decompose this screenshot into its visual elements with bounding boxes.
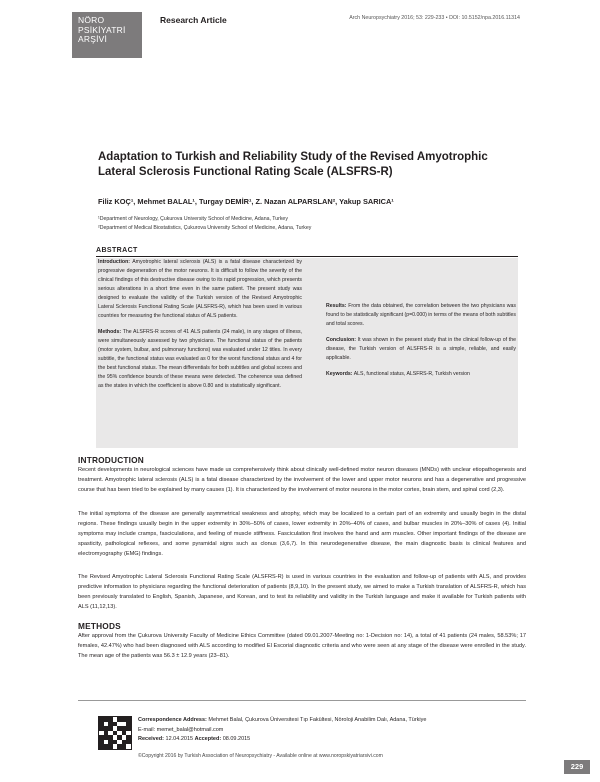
copyright-notice: ©Copyright 2016 by Turkish Association of Neuropsychiatry - Available online at www.noropskiyatriarsivi.com [138,753,383,759]
methods-heading: METHODS [78,621,121,631]
citation: Arch Neuropsychiatry 2016; 53: 229-233 • DOI: 10.5152/npa.2016.11314 [349,15,520,21]
abstract-conclusion: Conclusion: It was shown in the present study that in the clinical follow-up of the disease, the Turkish version of ALSFRS-R is a simple, reliable, and easily applicable. [326,337,516,361]
abstract-label: Results: [326,303,347,309]
correspondence-email[interactable]: E-mail: memet_balal@hotmail.com [138,726,224,733]
author-list: Filiz KOÇ¹, Mehmet BALAL¹, Turgay DEMİR¹, Z. Nazan ALPARSLAN², Yakup SARICA¹ [98,197,394,206]
logo-line: PSİKİYATRİ [78,24,126,35]
abstract-heading: ABSTRACT [96,247,518,257]
footer-divider [78,700,526,701]
abstract-introduction: Introduction: Amyotrophic lateral sclerosis (ALS) is a fatal disease characterized by progressive degeneration of the motor neurons. It is difficult to follow the severity of the clinical findings of this destructive disease owing to its rapid progression, which presents serious alterations in a short time even in the same patient. The present study was designed to evaluate the validity of the Turkish version of the Revised Amyotrophic Lateral Sclerosis Functional Rating Scale (ALSFRS-R), which has been used in various countries for measuring the functional status of ALS patients. [98,259,302,319]
page-number: 229 [564,760,590,774]
correspondence [138,716,518,745]
journal-logo [72,12,142,58]
introduction-paragraph: Recent developments in neurological sciences have made us comprehensively think about clinically well-defined motor neuron diseases (MNDs) with unclear etiopathogenesis and treatment. Amyotrophic lateral sclerosis (ALS) is a fatal disease characterized by the involvement of the lower and upper motor neurons and has a degenerative and progressive course that has been tried to be explained by many causes (1). It is characterized by the involvement of motor neurons in the motor cortex, brain stem, and spinal cord (2,3). [78,467,526,493]
affiliation: ²Department of Medical Biostatistics, Çukurova University School of Medicine, Adana, Turkey [98,225,312,231]
qr-code-icon [98,716,132,750]
abstract-label: Introduction: [98,259,130,265]
keywords-label: Keywords: [326,371,353,377]
abstract-keywords: Keywords: ALS, functional status, ALSFRS-R, Turkish version [326,371,470,377]
logo-line: ARŞİVİ [78,34,108,44]
paper-title: Adaptation to Turkish and Reliability Study of the Revised Amyotrophic Lateral Sclerosis Functional Rating Scale (ALSFRS-R) [98,151,488,178]
affiliation: ¹Department of Neurology, Çukurova University School of Medicine, Adana, Turkey [98,216,288,222]
article-type: Research Article [160,15,227,25]
abstract-left-column [98,258,302,398]
correspondence-label: Correspondence Address: [138,717,207,723]
methods-paragraph: After approval from the Çukurova University Faculty of Medicine Ethics Committee (dated 09.01.2007-Meeting no: 1-Decision no: 14), a total of 41 patients (24 males, 58.53%; 17 females, 42.47%) who had been diagnosed with ALS according to modified El Escorial diagnostic criteria and who were seen at any stage of the disease were enrolled in the study. The mean age of the patients was 56.3 ± 12.9 years (23–81). [78,633,526,659]
abstract-label: Conclusion: [326,337,356,343]
received-accepted: Received: 12.04.2015 Accepted: 08.09.2015 [138,736,251,743]
abstract-methods: Methods: The ALSFRS-R scores of 41 ALS patients (24 male), in any stages of illness, were simultaneously assessed by two physicians. The functional status of the patients (motor system, bulbar, and pulmonary functions) was evaluated under 12 titles. In every subtitle, the functional status was evaluated as 0 for the worst functional status and 4 for the best functional status. The mean differentials for both subtitles and global scores and the 95% confidence bounds of these means were detected. The coherence was defined as the states in which the coefficient is above 0.80 and is statistically significant. [98,329,302,389]
introduction-heading: INTRODUCTION [78,455,145,465]
abstract-results: Results: From the data obtained, the correlation between the two physicians was found to be statistically significant (p=0.000) in terms of the means of both subtitles and total scores. [326,303,516,327]
introduction-paragraph: The Revised Amyotrophic Lateral Sclerosis Functional Rating Scale (ALSFRS-R) is used in various countries in the evaluation and follow-up of patients with ALS, and provides predictive information to physicians regarding the functional deterioration of patients (8,9,10). In the present study, we aimed to make a Turkish translation of ALSFRS-R, which has been previously translated to English, Spanish, Japanese, and Korean, and to test its reliability and validity in the Turkish language and make it available for Turkish patients with ALS (11,12,13). [78,574,526,610]
affiliations [98,215,518,233]
abstract-right-column [326,302,516,386]
logo-line: NÖRO [78,15,105,25]
abstract-label: Methods: [98,329,122,335]
correspondence-address: Correspondence Address: Mehmet Balal, Çukurova Üniversitesi Tıp Fakültesi, Nöroloji Anabilim Dalı, Adana, Türkiye [138,717,427,723]
introduction-paragraph: The initial symptoms of the disease are generally asymmetrical weakness and atrophy, which may be localized to a certain part of an extremity and usually begin in the distal regions. These findings usually begin in the upper extremity in 30%–50% of cases, lower extremity in 20%–40% of cases, and bulbar muscles in 20%–30% of cases (4). Initial symptoms may include cramps, fasciculations, and feeling of muscle stiffness. Fasciculation first involves the hand and arm muscles. Other important findings of the disease are spasticity, pathological reflexes, and some pyramidal signs such as clonus (3,6,7). In this neurodegenerative disease, the main diagnostic basis is clinical features and electromyography (EMG) findings. [78,511,526,557]
